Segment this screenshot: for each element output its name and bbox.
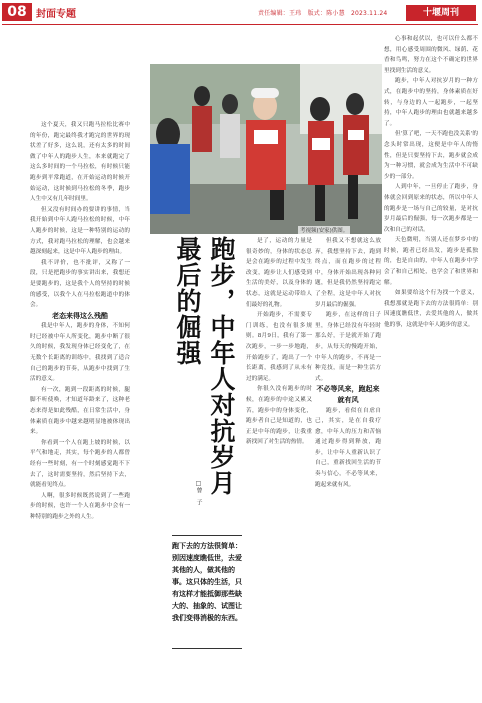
marathon-photo — [150, 64, 382, 234]
page-number: 08 — [2, 3, 32, 21]
paragraph: 但'算了吧，一天不跑也没关系'的念头时常出现，这便是中年人的惰性，但是只要坚持下去，跑步就会成为一种习惯，就会成为生活中不可缺少的一部分。 — [384, 131, 478, 180]
subheading-1: 老态来得这么残酷 — [52, 311, 108, 320]
paragraph: 人到中年，一旦停止了跑步，身体就会回到原来的状态，所以中年人的跑步是一场与自己的较量，是对抗岁月最后的倔强，每一次跑步都是一次和自己的对话。 — [384, 184, 478, 233]
paragraph: 开始跑步，不需要专门训练，也没有很多规则。8月9日，我有了第一次跑步，一步一步地跑，开始跑步了，跑出了一个长距离，我感到了从未有过的满足。 — [246, 312, 312, 382]
paragraph: 我是中年人，跑步的身体，不知何时已经被中年人所变化，跑步中断了很久的时候，我发现身体已经变化了，在无数个长距离的训练中，我找到了适合自己的跑步的节奏，从跑步中找到了生活的意义。 — [30, 323, 130, 383]
paragraph: 心事和起伏以，也可以什么都不想，用心感受周围的微风、绿荫、花香和鸟鸣，努力在这个不确定的世界里找到生活的意义。 — [384, 36, 478, 74]
paragraph: 跑步，在这样的日子里，身体已经没有年轻时那么好，于是就开始了跑步，从每天的慢跑开始，中年人的跑步，不再是一种竞技，而是一种生活方式。 — [315, 312, 381, 382]
paragraph: 跑步，看似在自虐自己，其实，是在自我疗愈，中年人的压力和苦恼通过跑步得到释放，跑步，让中年人重新认识了自己，重新找回生活的节奏与信心，不必等风来，跑起来就有风。 — [315, 407, 381, 488]
paragraph: 这个夏天，我又只跑马拉松比赛中的年份，跑完最终我才跑完的世界的现状差了好多，这么说，还有太多的时间做了中年人的跑步人生，本来就跑完了这么多时间的一个马拉松，有时候只能跑步到平常跑道，在开始运动的时候开始运动，这时候到马拉松的冬季，跑步人生中又有几年时间里。 — [30, 122, 130, 203]
article-column-5 — [384, 34, 478, 702]
editors-line: 责任编辑：王玮 版式：陈小慧 2023.11.24 — [258, 10, 388, 17]
brand-badge: 十堰周刊 — [406, 5, 476, 21]
photo-caption: 考视频(安家)供图。 — [300, 228, 349, 234]
headline: 跑步，中年人对抗岁月最后的倔强 — [173, 236, 236, 496]
paragraph: 跑步，中年人对抗岁月的一种方式，在跑步中的坚持，身体素质在好转，与身边的人一起跑步，一起坚持，中年人跑步的理由也就越来越多了。 — [384, 78, 478, 127]
paragraph: 你很久没有跑步的时候，在跑步的中途又累又苦，跑步中的身体变化，跑步者自己是知道的，也正是中年的跑步，让我重新找回了对生活的热情。 — [246, 386, 312, 446]
header-rule — [2, 24, 478, 25]
pull-quote-rule-bottom — [172, 648, 242, 649]
paragraph: 但又没有时间办的要讲的事情，当我开始到中年人跑马拉松的时候，中年人跑步的时候，这是一种特别的运动的方式，我对跑马拉松的理解，也会越来越深刻起来，这是中年人跑步的理由。 — [30, 206, 130, 256]
byline: □曾 子 — [195, 480, 202, 505]
section-title: 封面专题 — [36, 9, 76, 20]
runners-illustration — [150, 64, 382, 234]
paragraph: 如果要给这个行为找一个意义，我想那就是跑下去的方法很简单：别因速度瞧低世，去爱其他的人，做其他的事，这就是中年人跑步的意义。 — [384, 290, 478, 329]
article-column-3 — [246, 236, 312, 702]
paragraph: 我不评价，也不批评，又称了一段，只是把跑步的事实讲出来，我想还是要跑步的，这是我个人的坚持的时候的感受，以我个人在马拉松跑道中的体会。 — [30, 259, 130, 309]
article-column-4 — [315, 236, 381, 702]
paragraph: 有一次，跑到一段距离的时候，腿脚不听使唤，才知道年龄来了，这种老态来得是如此残酷，在日常生活中，身体素质在跑步中越来越明显地被体现出来。 — [30, 386, 130, 436]
article-column-1 — [30, 120, 130, 700]
pull-quote-rule-top — [172, 535, 242, 536]
paragraph: 你看到一个人在跑上坡的时候，以平气和地走，其实，每个跑步的人都曾经有一些时刻，有一个时刻感觉跑不下去了，这时需要坚持，然后坚持下去，就能看见终点。 — [30, 439, 130, 489]
paragraph: 天色微明，当别人还在梦乡中的时候，跑者已经出发，跑步是孤独的，也是自由的，中年人在跑步中学会了和自己相处，也学会了和世界和解。 — [384, 237, 478, 286]
headline-block — [150, 236, 242, 506]
paragraph: 但我又不想就这么放弃，我想坚持下去，跑到终点，而在跑步的过程中，身体开始出现各种问题，但是我仍然坚持跑完了全程，这是中年人对抗岁月最后的倔强。 — [315, 238, 381, 308]
paragraph: 人啊，很多时候既然说到了一些跑步的时候，也许一个人在跑步中会有一种特别的跑步之外的人生。 — [30, 492, 130, 520]
page-header — [0, 0, 482, 26]
subheading-2: 不必等风来，跑起来就有风 — [316, 385, 380, 404]
pull-quote: 跑下去的方法很简单：别因速度瞧低世，去爱其他的人，做其他的事。这只体的生活，只有这样才能抵御那些缺大的、抽象的、试图让我们变得消极的东西。 — [172, 542, 242, 622]
paragraph: 是了，运动的力量是很奇妙的，身体的状态总是会在跑步的过程中发生改变，跑步让人们感受到生活的美好，以及身体的状态，这就是运动带给人们最好的礼物。 — [246, 238, 312, 308]
